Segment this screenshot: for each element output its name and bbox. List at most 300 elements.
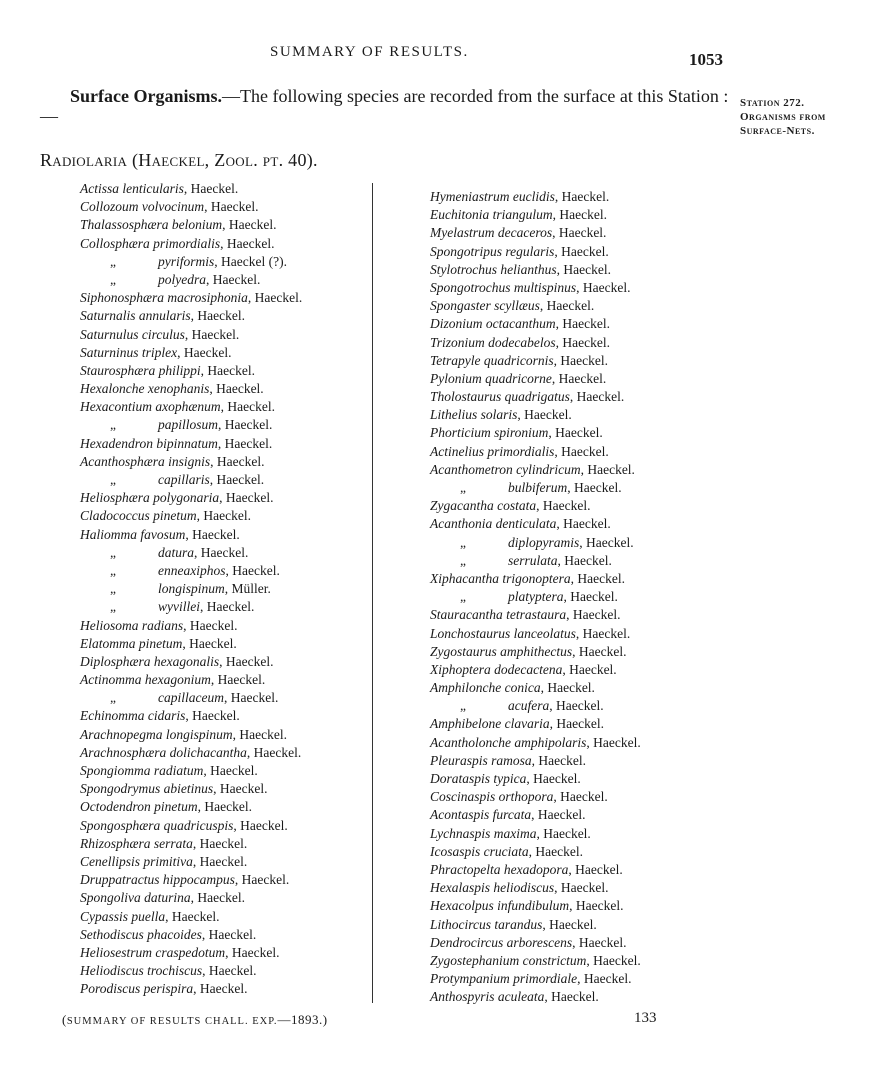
species-entry — [430, 770, 641, 788]
species-entry — [430, 552, 641, 570]
species-entry — [430, 988, 641, 1006]
species-entry — [430, 479, 641, 497]
species-author: , Haeckel. — [185, 708, 240, 724]
species-name: Coscinaspis orthopora — [430, 789, 554, 805]
species-name: datura — [158, 544, 195, 560]
species-author: , Haeckel. — [190, 890, 245, 906]
species-author: , Haeckel. — [202, 963, 257, 979]
species-author: , Haeckel. — [542, 916, 597, 932]
species-author: , Haeckel. — [196, 508, 251, 524]
species-list-left — [80, 180, 302, 998]
species-name: papillosum — [158, 417, 219, 433]
species-name: Collosphæra primordialis — [80, 235, 221, 251]
species-entry — [80, 962, 302, 980]
species-entry — [80, 471, 302, 489]
species-author: , Haeckel. — [209, 472, 265, 487]
species-author: , Haeckel. — [201, 926, 257, 942]
species-author: , Haeckel. — [199, 599, 255, 615]
species-name: polyedra — [158, 271, 206, 287]
species-name: Actinelius primordialis — [430, 443, 555, 459]
species-entry — [80, 653, 302, 671]
species-entry — [80, 380, 302, 398]
species-entry — [430, 570, 641, 588]
ditto-mark: „ — [110, 472, 116, 487]
species-name: Hexacontium axophænum — [80, 399, 221, 415]
ditto-mark: „ — [110, 599, 116, 615]
species-entry — [80, 526, 302, 544]
species-name: Tetrapyle quadricornis — [430, 352, 554, 368]
species-author: , Haeckel. — [234, 872, 290, 888]
species-name: Staurosphæra philippi — [80, 362, 201, 378]
species-entry — [80, 289, 302, 307]
species-author: , Haeckel. — [246, 744, 302, 760]
species-name: Dorataspis typica — [430, 771, 527, 786]
section-heading: Radiolaria (Haeckel, Zool. pt. 40). — [40, 150, 318, 170]
ditto-mark: „ — [110, 253, 116, 269]
ditto-mark: „ — [460, 534, 466, 550]
species-author: , Haeckel. — [200, 362, 255, 378]
species-entry — [80, 926, 302, 944]
species-name: Hexacolpus infundibulum — [430, 898, 570, 914]
species-entry — [430, 243, 641, 261]
species-name: Spongaster scyllæus — [430, 298, 540, 314]
species-name: Zygostaurus amphithectus — [430, 643, 573, 659]
species-entry — [80, 908, 302, 926]
species-entry — [430, 497, 641, 515]
species-name: Druppatractus hippocampus — [80, 872, 235, 888]
species-entry — [80, 835, 302, 853]
species-entry — [80, 362, 302, 380]
species-name: Phractopelta hexadopora — [430, 861, 569, 877]
species-author: , Haeckel. — [549, 698, 604, 714]
species-entry — [430, 388, 641, 406]
species-entry — [80, 344, 302, 362]
species-entry — [430, 315, 641, 333]
species-entry — [80, 744, 302, 762]
species-author: , Haeckel. — [553, 352, 608, 368]
species-entry — [430, 843, 641, 861]
species-entry — [80, 507, 302, 525]
species-author: , Haeckel. — [554, 189, 610, 204]
species-entry — [430, 715, 641, 733]
ditto-mark: „ — [460, 480, 466, 495]
species-name: Dendrocircus arborescens — [430, 934, 573, 950]
species-entry — [430, 934, 641, 952]
species-author: , Haeckel. — [555, 316, 610, 332]
species-author: , Haeckel. — [554, 443, 609, 459]
species-author: , Haeckel. — [556, 516, 611, 532]
species-entry — [80, 435, 302, 453]
species-author: , Haeckel. — [232, 726, 287, 742]
species-name: Hymeniastrum euclidis — [430, 189, 555, 204]
species-entry — [430, 825, 641, 843]
species-entry — [430, 443, 641, 461]
species-author: , Haeckel. — [539, 298, 595, 314]
species-name: serrulata — [508, 552, 558, 568]
species-name: Acontaspis furcata — [430, 807, 532, 823]
species-author: , Haeckel. — [579, 534, 634, 550]
species-author: , Haeckel. — [247, 290, 303, 306]
species-author: , Haeckel. — [185, 526, 240, 542]
column-divider — [372, 183, 373, 1003]
margin-note-line: Organisms from — [740, 111, 826, 123]
species-name: Trizonium dodecabelos — [430, 334, 556, 350]
footer-rest: —1893.) — [277, 1012, 328, 1027]
species-entry — [80, 562, 302, 580]
species-entry — [80, 235, 302, 253]
species-name: Saturnulus circulus — [80, 326, 185, 342]
species-name: Euchitonia triangulum — [430, 207, 553, 223]
species-name: platyptera — [508, 589, 564, 605]
species-entry — [80, 871, 302, 889]
species-entry — [430, 625, 641, 643]
species-author: , Haeckel. — [194, 544, 249, 560]
species-name: Lithocircus tarandus — [430, 916, 543, 932]
species-list-right — [430, 188, 641, 1006]
species-author: , Haeckel. — [549, 716, 604, 732]
species-author: , Haeckel. — [554, 880, 609, 896]
species-entry — [430, 515, 641, 533]
species-author: , Haeckel. — [569, 389, 625, 405]
intro-paragraph — [40, 86, 730, 126]
species-author: , Haeckel. — [190, 308, 245, 324]
species-author: , Haeckel. — [555, 334, 610, 350]
species-entry — [430, 661, 641, 679]
species-entry — [430, 297, 641, 315]
species-entry — [430, 806, 641, 824]
species-name: Heliodiscus trochiscus — [80, 963, 203, 979]
species-entry — [430, 643, 641, 661]
species-author: , Haeckel. — [184, 326, 240, 342]
species-name: Arachnopegma longispinum — [80, 726, 233, 742]
species-author: , Haeckel. — [567, 480, 622, 495]
species-author: , Haeckel. — [225, 944, 280, 960]
species-author: , Haeckel. — [536, 498, 591, 514]
species-author: , Haeckel. — [197, 799, 252, 815]
species-name: wyvillei — [158, 599, 200, 615]
species-entry — [80, 798, 302, 816]
species-name: Amphilonche conica — [430, 680, 541, 696]
species-author: , Haeckel. — [553, 789, 608, 805]
species-entry — [80, 326, 302, 344]
species-entry — [430, 352, 641, 370]
species-name: Spongodrymus abietinus — [80, 781, 214, 797]
ditto-mark: „ — [110, 544, 116, 560]
ditto-mark: „ — [110, 562, 116, 578]
species-author: , Haeckel. — [552, 207, 607, 223]
species-name: Echinomma cidaris — [80, 708, 186, 724]
species-name: Acanthonia denticulata — [430, 516, 557, 532]
species-author: , Haeckel. — [165, 908, 220, 924]
species-author: , Haeckel. — [183, 181, 239, 196]
species-name: Rhizosphæra serrata — [80, 835, 193, 851]
species-author: , Haeckel. — [210, 672, 266, 688]
species-author: , Haeckel. — [517, 407, 572, 423]
species-author: , Haeckel. — [223, 690, 279, 706]
species-name: Heliosoma radians — [80, 617, 184, 633]
species-name: Cladococcus pinetum — [80, 508, 197, 524]
species-name: Pleuraspis ramosa — [430, 752, 532, 768]
species-name: capillaceum — [158, 690, 224, 706]
species-author: , Haeckel. — [575, 625, 631, 641]
species-entry — [430, 406, 641, 424]
species-author: , Haeckel. — [531, 807, 586, 823]
species-author: , Haeckel. — [570, 570, 625, 586]
species-author: , Haeckel. — [192, 835, 248, 851]
species-entry — [430, 534, 641, 552]
species-author: , Haeckel. — [544, 989, 599, 1005]
species-author: , Haeckel. — [203, 763, 258, 778]
species-author: , Haeckel. — [192, 853, 248, 869]
species-name: Cypassis puella — [80, 908, 166, 924]
species-author: , Haeckel. — [563, 589, 618, 605]
species-author: , Haeckel. — [568, 861, 623, 877]
species-name: Saturninus triplex — [80, 344, 178, 360]
species-name: Spongiomma radiatum — [80, 763, 204, 778]
species-author: , Haeckel. — [193, 981, 248, 997]
species-author: , Haeckel. — [531, 752, 586, 768]
species-author: , Haeckel. — [206, 271, 261, 287]
ditto-mark: „ — [460, 698, 466, 714]
species-author: , Haeckel. — [220, 399, 275, 415]
footer-caps: SUMMARY OF RESULTS CHALL. EXP. — [66, 1016, 278, 1027]
species-entry — [430, 734, 641, 752]
species-author: , Haeckel. — [210, 453, 265, 469]
species-entry — [80, 198, 302, 216]
species-author: , Haeckel. — [557, 552, 612, 568]
species-author: , Haeckel. — [580, 461, 635, 477]
species-name: Acanthosphæra insignis — [80, 453, 211, 469]
species-name: Phorticium spironium — [430, 425, 549, 441]
species-entry — [430, 334, 641, 352]
species-entry — [80, 544, 302, 562]
species-entry — [80, 726, 302, 744]
species-entry — [80, 598, 302, 616]
species-entry — [430, 679, 641, 697]
species-author: , Müller. — [224, 581, 271, 597]
species-entry — [80, 944, 302, 962]
intro-lead: Surface Organisms. — [70, 86, 222, 106]
species-author: , Haeckel (?). — [214, 253, 287, 269]
species-name: Myelastrum decaceros — [430, 225, 553, 241]
species-author: , Haeckel. — [220, 235, 275, 251]
species-author: , Haeckel. — [576, 279, 631, 295]
species-name: Cenellipsis primitiva — [80, 853, 193, 869]
species-entry — [430, 752, 641, 770]
species-name: Lithelius solaris — [430, 407, 518, 423]
species-entry — [80, 889, 302, 907]
species-entry — [430, 697, 641, 715]
species-name: Zygostephanium constrictum — [430, 952, 587, 968]
species-entry — [80, 635, 302, 653]
species-author: , Haeckel. — [536, 825, 591, 841]
species-entry — [80, 780, 302, 798]
species-name: Porodiscus perispira — [80, 981, 194, 997]
ditto-mark: „ — [110, 690, 116, 706]
species-name: Heliosestrum craspedotum — [80, 944, 226, 960]
ditto-mark: „ — [460, 589, 466, 605]
ditto-mark: „ — [110, 417, 116, 433]
species-entry — [80, 416, 302, 434]
species-author: , Haeckel. — [569, 898, 624, 914]
species-entry — [430, 461, 641, 479]
species-author: , Haeckel. — [526, 771, 581, 786]
species-author: , Haeckel. — [183, 617, 238, 633]
species-author: , Haeckel. — [551, 370, 607, 386]
species-author: , Haeckel. — [528, 843, 583, 859]
species-entry — [80, 817, 302, 835]
species-entry — [80, 216, 302, 234]
species-name: Spongotripus regularis — [430, 243, 555, 259]
species-name: Anthospyris aculeata — [430, 989, 545, 1005]
species-name: acufera — [508, 698, 550, 714]
species-author: , Haeckel. — [577, 971, 632, 987]
species-name: Octodendron pinetum — [80, 799, 198, 815]
species-author: , Haeckel. — [548, 425, 603, 441]
species-entry — [80, 271, 302, 289]
species-author: , Haeckel. — [586, 734, 641, 750]
species-entry — [430, 879, 641, 897]
species-name: Spongoliva daturina — [80, 890, 191, 906]
species-entry — [430, 370, 641, 388]
species-entry — [430, 788, 641, 806]
species-name: Xiphoptera dodecactena — [430, 661, 563, 677]
species-name: diplopyramis — [508, 534, 580, 550]
species-entry — [80, 853, 302, 871]
species-entry — [80, 253, 302, 271]
signature-number: 133 — [634, 1010, 657, 1026]
species-author: , Haeckel. — [225, 562, 280, 578]
species-name: Actinomma hexagonium — [80, 672, 211, 688]
running-head: SUMMARY OF RESULTS. — [270, 44, 469, 60]
species-name: Protympanium primordiale — [430, 971, 578, 987]
species-author: , Haeckel. — [218, 417, 273, 433]
species-name: Hexalaspis heliodiscus — [430, 880, 555, 896]
species-name: Dizonium octacanthum — [430, 316, 556, 332]
species-name: Amphibelone clavaria — [430, 716, 550, 732]
species-name: Spongotrochus multispinus — [430, 279, 577, 295]
species-entry — [430, 588, 641, 606]
ditto-mark: „ — [110, 581, 116, 597]
footer-open: ( — [62, 1012, 67, 1027]
species-name: Acantholonche amphipolaris — [430, 734, 587, 750]
species-entry — [80, 307, 302, 325]
species-author: , Haeckel. — [562, 661, 617, 677]
species-entry — [80, 180, 302, 198]
species-author: , Haeckel. — [213, 781, 268, 797]
margin-note-line: Station 272. — [740, 97, 805, 109]
species-name: longispinum — [158, 581, 225, 597]
species-entry — [430, 261, 641, 279]
species-entry — [80, 980, 302, 998]
species-entry — [80, 580, 302, 598]
species-name: Stauracantha tetrastaura — [430, 607, 567, 623]
ditto-mark: „ — [110, 271, 116, 287]
species-name: Xiphacantha trigonoptera — [430, 570, 571, 586]
species-entry — [80, 489, 302, 507]
species-author: , Haeckel. — [586, 952, 641, 968]
species-author: , Haeckel. — [233, 817, 288, 833]
species-name: Haliomma favosum — [80, 526, 186, 542]
species-name: pyriformis — [158, 253, 215, 269]
species-name: Arachnosphæra dolichacantha — [80, 744, 247, 760]
species-author: , Haeckel. — [552, 225, 607, 241]
species-author: , Haeckel. — [209, 381, 264, 397]
ditto-mark: „ — [460, 552, 466, 568]
species-entry — [430, 861, 641, 879]
species-name: Thalassosphæra belonium — [80, 217, 223, 233]
species-entry — [80, 671, 302, 689]
species-name: Lychnaspis maxima — [430, 825, 537, 841]
species-author: , Haeckel. — [217, 435, 273, 451]
species-entry — [430, 279, 641, 297]
species-name: Pylonium quadricorne — [430, 370, 552, 386]
species-entry — [80, 689, 302, 707]
species-name: Acanthometron cylindricum — [430, 461, 581, 477]
species-author: , Haeckel. — [572, 934, 627, 950]
species-entry — [430, 224, 641, 242]
species-name: Spongosphæra quadricuspis — [80, 817, 234, 833]
species-entry — [80, 617, 302, 635]
species-author: , Haeckel. — [540, 680, 595, 696]
species-name: Tholostaurus quadrigatus — [430, 389, 570, 405]
species-name: Lonchostaurus lanceolatus — [430, 625, 576, 641]
species-author: , Haeckel. — [554, 243, 609, 259]
page-number: 1053 — [689, 50, 723, 69]
species-name: Siphonosphæra macrosiphonia — [80, 290, 248, 306]
species-entry — [430, 970, 641, 988]
species-entry — [80, 398, 302, 416]
footer-citation — [62, 1012, 328, 1028]
species-entry — [80, 707, 302, 725]
species-name: Zygacantha costata — [430, 498, 537, 514]
species-author: , Haeckel. — [219, 490, 274, 506]
species-entry — [80, 762, 302, 780]
species-name: Heliosphæra polygonaria — [80, 490, 220, 506]
species-entry — [430, 424, 641, 442]
species-name: enneaxiphos — [158, 562, 226, 578]
species-entry — [80, 453, 302, 471]
species-author: , Haeckel. — [572, 643, 627, 659]
species-author: , Haeckel. — [222, 217, 277, 233]
species-entry — [430, 206, 641, 224]
species-name: Sethodiscus phacoides — [80, 926, 202, 942]
species-author: , Haeckel. — [204, 199, 259, 215]
species-entry — [430, 897, 641, 915]
species-name: Elatomma pinetum — [80, 635, 183, 651]
species-author: , Haeckel. — [219, 653, 274, 669]
species-author: , Haeckel. — [177, 344, 232, 360]
species-author: , Haeckel. — [556, 261, 611, 277]
species-name: Icosaspis cruciata — [430, 843, 529, 859]
species-name: Saturnalis annularis — [80, 308, 191, 324]
species-entry — [430, 606, 641, 624]
species-name: Stylotrochus helianthus — [430, 261, 557, 277]
species-author: , Haeckel. — [566, 607, 621, 623]
species-name: Actissa lenticularis — [80, 181, 184, 196]
species-name: bulbiferum — [508, 480, 568, 495]
species-entry — [430, 952, 641, 970]
species-name: Collozoum volvocinum — [80, 199, 205, 215]
margin-note-line: Surface-Nets. — [740, 125, 815, 137]
margin-note — [740, 96, 870, 138]
species-name: Hexadendron bipinnatum — [80, 435, 218, 451]
species-name: Diplosphæra hexagonalis — [80, 653, 220, 669]
species-name: capillaris — [158, 472, 210, 487]
intro-text: —The following species are recorded from the surface at this Station :— — [40, 86, 729, 126]
species-entry — [430, 188, 641, 206]
species-name: Hexalonche xenophanis — [80, 381, 210, 397]
